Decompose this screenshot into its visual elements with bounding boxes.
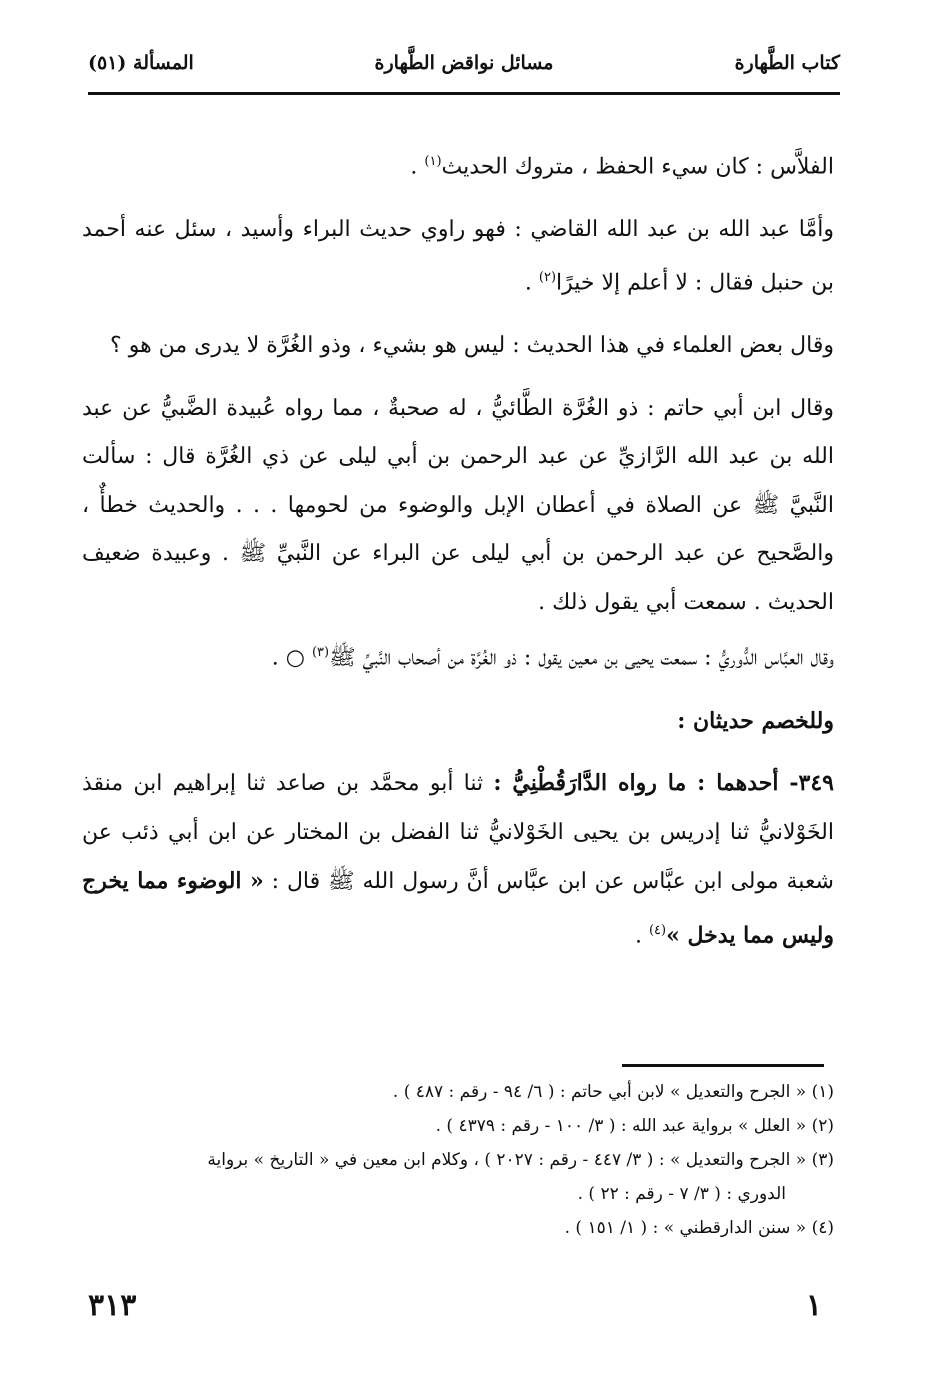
paragraph-5 <box>82 629 834 683</box>
header-issue-number: المسألة (٥١) <box>88 52 194 74</box>
section-heading <box>82 697 834 746</box>
footnote-ref-3: (٣) <box>311 645 330 661</box>
footnotes <box>82 1075 834 1245</box>
footnote-1 <box>82 1075 834 1109</box>
footnote-3-text: « الجرح والتعديل » : ( ٣/ ٤٤٧ - رقم : ٢٠٢٧ ) ، وكلام ابن معين في « التاريخ » برواية <box>207 1150 807 1170</box>
footnote-ref-2: (٢) <box>538 270 557 286</box>
paragraph-4-text: وقال ابن أبي حاتم : ذو الغُرَّة الطَّائيُّ ، له صحبةٌ ، مما رواه عُبيدة الضَّبيُّ عن عبد الله بن عبد الله الرَّازيِّ عن عبد الرحمن بن أبي ليلى عن ذي الغُرَّة قال : سألت النَّبيَّ ﷺ عن الصلاة في أعطان الإبل والوضوء من لحومها . . . والحديث خطأٌ ، والصَّحيح عن عبد الرحمن بن أبي ليلى عن البراء عن النَّبيِّ ﷺ . وعبيدة ضعيف الحديث . سمعت أبي يقول ذلك . <box>82 395 835 615</box>
footnote-1-number: (١) <box>811 1082 834 1102</box>
footnote-3-number: (٣) <box>811 1150 834 1170</box>
main-text <box>82 138 834 975</box>
footnote-2-number: (٢) <box>811 1116 834 1136</box>
hadith-quote: « الوضوء مما يخرج وليس مما يدخل » <box>82 868 834 949</box>
paragraph-3 <box>82 322 834 371</box>
paragraph-4 <box>82 385 834 628</box>
paragraph-5-text: وقال العبَّاس الدُّوريُّ : سمعت يحيى بن معين يقول : ذو الغُرَّة من أصحاب النَّبيِّ ﷺ <box>329 645 834 671</box>
paragraph-5-tail: ○ . <box>271 645 312 671</box>
footnote-3-continuation: الدوري : ( ٣/ ٧ - رقم : ٢٢ ) . <box>577 1184 786 1204</box>
paragraph-7-tail: . <box>634 923 649 949</box>
paragraph-7 <box>82 759 834 960</box>
header-rule <box>88 92 840 95</box>
footnote-rule <box>622 1064 824 1067</box>
footnote-2 <box>82 1109 834 1143</box>
signature-mark: ١ <box>805 1288 822 1323</box>
footnote-ref-4: (٤) <box>648 922 667 938</box>
paragraph-1 <box>82 138 834 192</box>
hadith-number-lead: ٣٤٩- أحدهما : ما رواه الدَّارَقُطْنِيُّ : <box>493 770 834 797</box>
footnote-3 <box>82 1143 834 1177</box>
footnote-1-text: « الجرح والتعديل » لابن أبي حاتم : ( ٦/ ٩٤ - رقم : ٤٨٧ ) . <box>392 1082 807 1102</box>
footnote-4 <box>82 1211 834 1245</box>
header-chapter-title: مسائل نواقض الطَّهارة <box>374 52 554 74</box>
footnote-4-text: « سنن الدارقطني » : ( ١/ ١٥١ ) . <box>564 1218 807 1238</box>
page-footer <box>88 1288 828 1328</box>
page-number: ٣١٣ <box>88 1288 137 1323</box>
footnote-ref-1: (١) <box>424 154 442 169</box>
paragraph-1-text: الفلاَّس : كان سيء الحفظ ، متروك الحديث <box>441 154 834 180</box>
paragraph-2-tail: . <box>524 270 539 296</box>
paragraph-1-tail: . <box>410 154 425 180</box>
running-header <box>88 46 840 86</box>
header-book-title: كتاب الطَّهارة <box>734 52 840 74</box>
paragraph-2 <box>82 206 834 308</box>
paragraph-2-text: وأمَّا عبد الله بن عبد الله القاضي : فهو راوي حديث البراء وأسيد ، سئل عنه أحمد بن حنبل فقال : لا أعلم إلا خيرًا <box>82 216 834 296</box>
paragraph-7-text: ثنا أبو محمَّد بن صاعد ثنا إبراهيم ابن منقذ الخَوْلانيُّ ثنا إدريس بن يحيى الخَوْلانيُّ ثنا الفضل بن المختار عن ابن أبي ذئب عن شعبة مولى ابن عبَّاس عن ابن عبَّاس أنَّ رسول الله ﷺ قال : <box>82 771 834 895</box>
footnote-2-text: « العلل » برواية عبد الله : ( ٣/ ١٠٠ - رقم : ٤٣٧٩ ) . <box>435 1116 807 1136</box>
footnote-4-number: (٤) <box>811 1218 834 1238</box>
paragraph-3-text: وقال بعض العلماء في هذا الحديث : ليس هو بشيء ، وذو الغُرَّة لا يدرى من هو ؟ <box>110 333 834 359</box>
section-heading-text: وللخصم حديثان : <box>677 707 834 734</box>
